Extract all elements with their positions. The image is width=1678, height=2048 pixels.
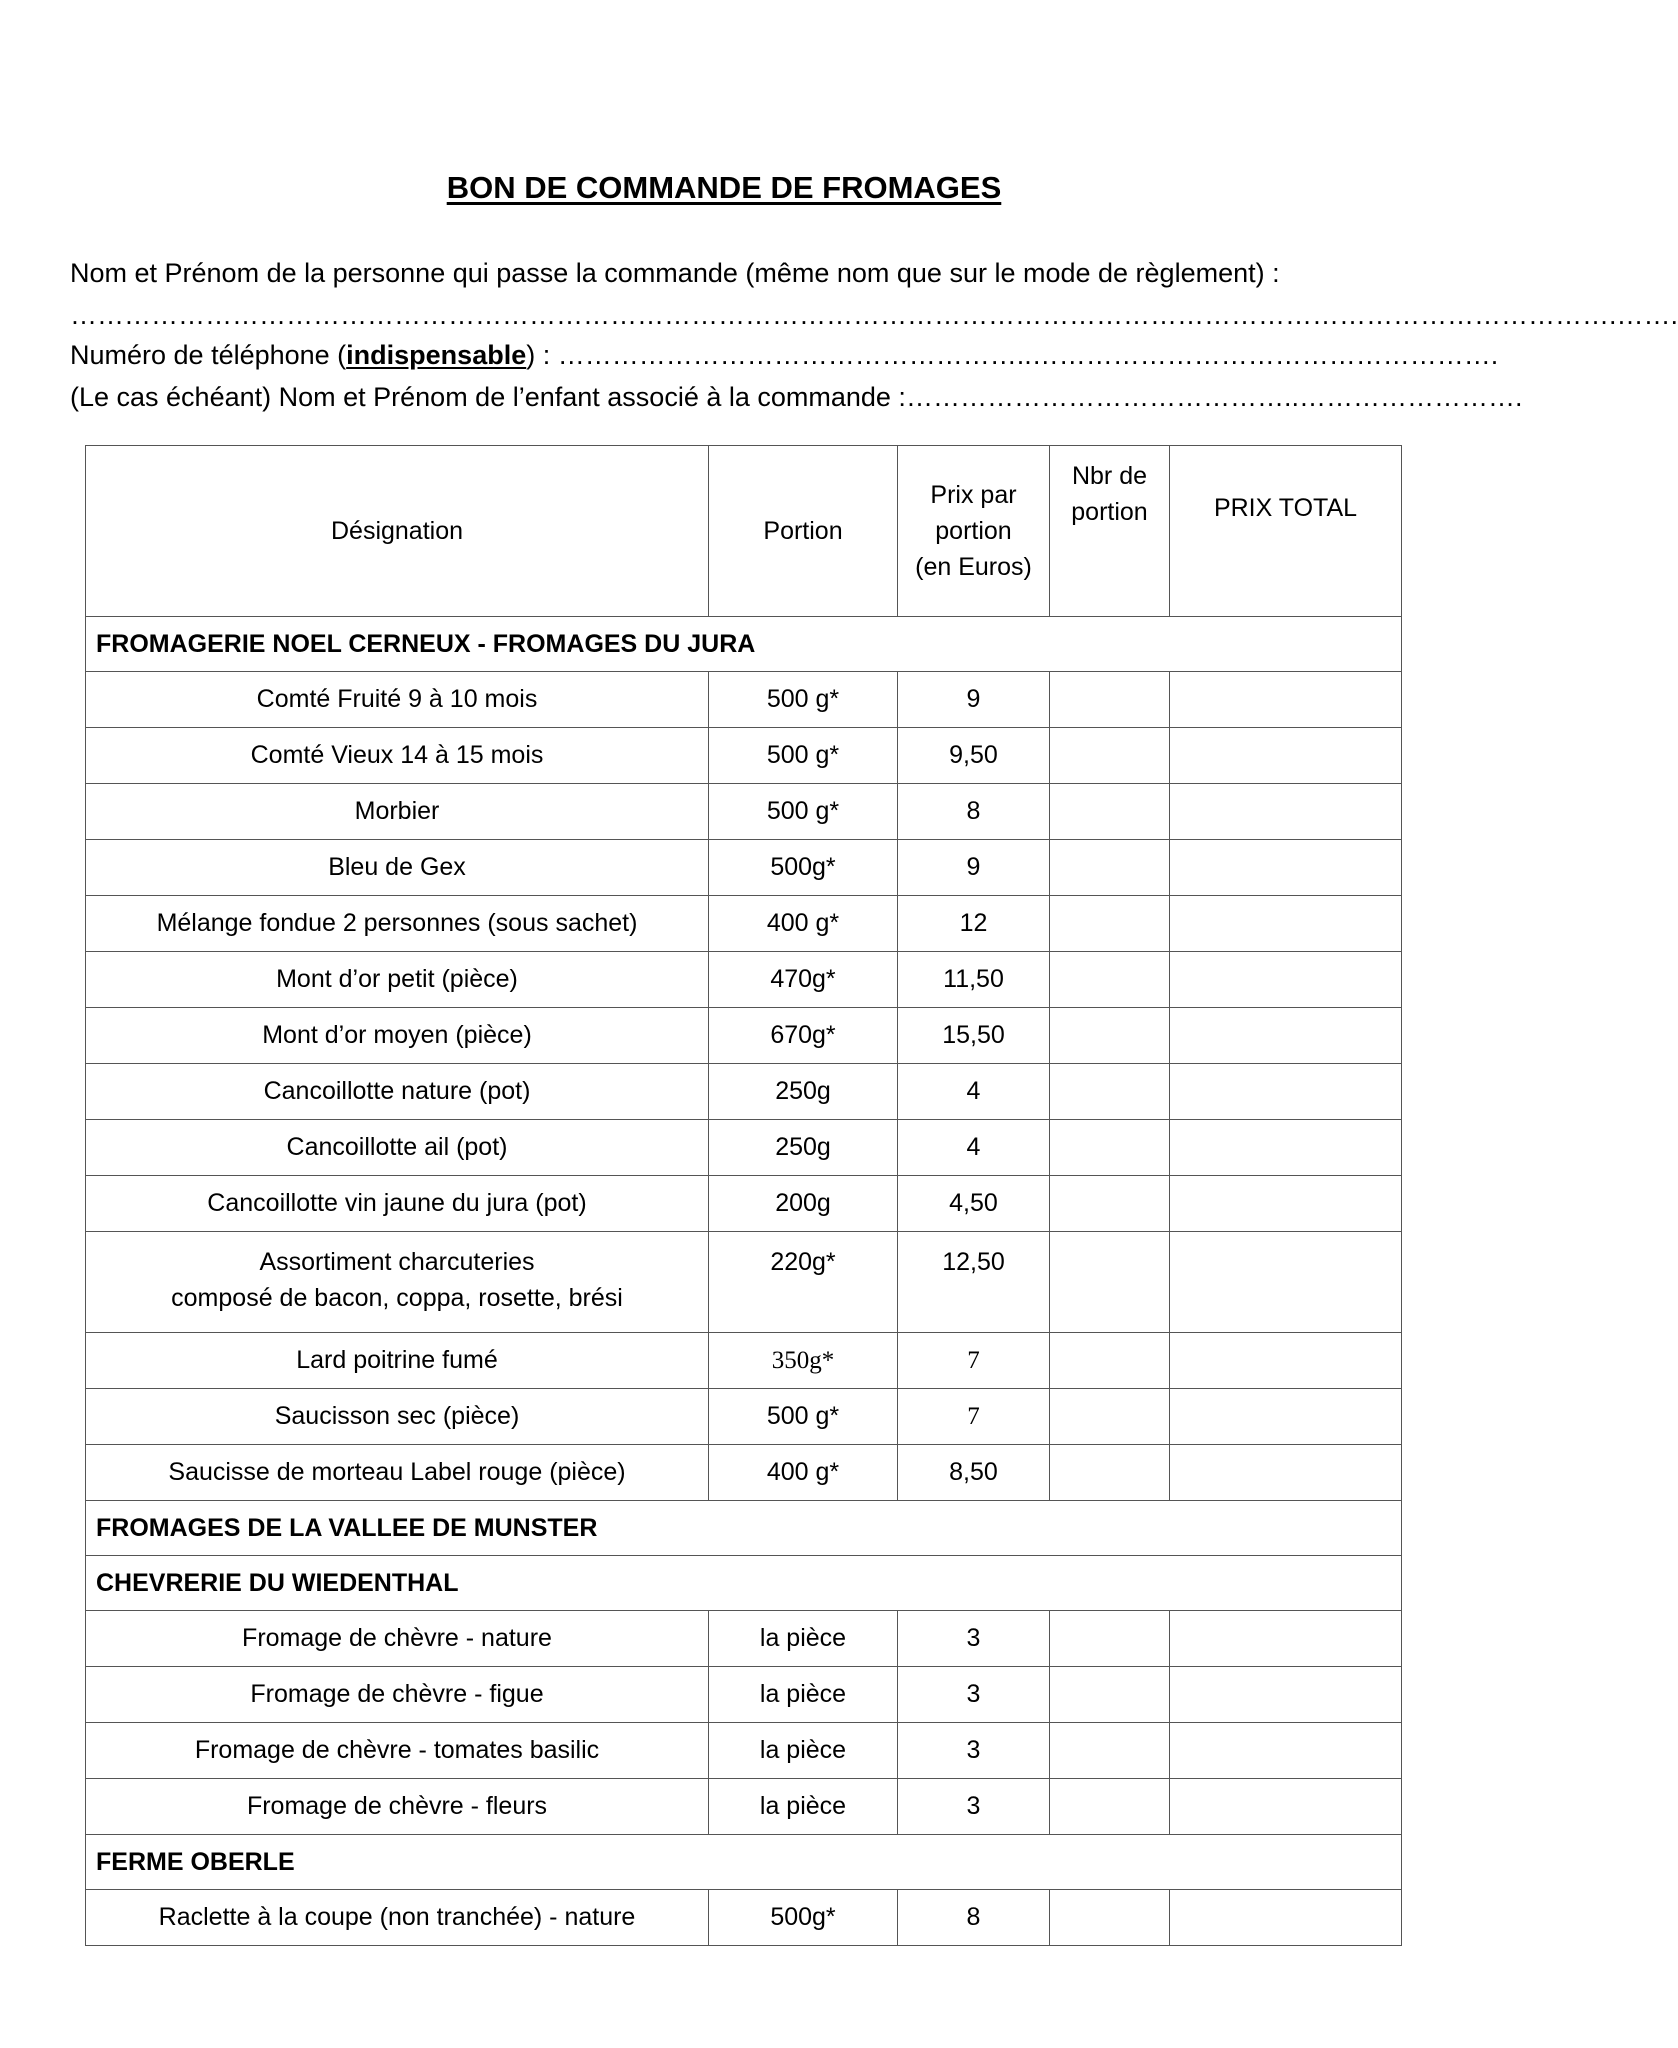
table-row xyxy=(86,1120,1402,1176)
child-name-label: (Le cas échéant) Nom et Prénom de l’enfant associé à la commande : xyxy=(70,382,906,412)
header-quantity-line2: portion xyxy=(1071,498,1148,526)
product-name xyxy=(86,672,709,728)
product-portion: 500g* xyxy=(709,840,898,896)
product-price: 12,50 xyxy=(898,1232,1050,1333)
product-price: 8,50 xyxy=(898,1445,1050,1501)
phone-label-end: ) : xyxy=(526,340,558,370)
product-portion: la pièce xyxy=(709,1611,898,1667)
product-portion: 670g* xyxy=(709,1008,898,1064)
phone-emphasis: indispensable xyxy=(346,340,527,370)
product-portion: 250g xyxy=(709,1120,898,1176)
table-row xyxy=(86,1779,1402,1835)
quantity-cell[interactable] xyxy=(1050,728,1170,784)
product-name-text: Mont d’or moyen (pièce) xyxy=(262,1021,532,1049)
child-name-field[interactable]: ……………………………………..……………………. xyxy=(905,382,1523,412)
product-portion: 200g xyxy=(709,1176,898,1232)
product-price: 3 xyxy=(898,1779,1050,1835)
total-cell[interactable] xyxy=(1170,1779,1402,1835)
product-name xyxy=(86,1176,709,1232)
product-price: 9 xyxy=(898,672,1050,728)
total-cell[interactable] xyxy=(1170,1389,1402,1445)
customer-name-field[interactable] xyxy=(70,300,1678,331)
product-name xyxy=(86,1389,709,1445)
product-name-text: Comté Fruité 9 à 10 mois xyxy=(256,685,538,713)
header-quantity xyxy=(1050,446,1170,617)
quantity-cell[interactable] xyxy=(1050,1008,1170,1064)
product-price: 4 xyxy=(898,1120,1050,1176)
total-cell[interactable] xyxy=(1170,952,1402,1008)
product-portion: 500g* xyxy=(709,1890,898,1946)
product-portion: 500 g* xyxy=(709,784,898,840)
header-price-line3: (en Euros) xyxy=(915,553,1032,581)
product-name xyxy=(86,784,709,840)
total-cell[interactable] xyxy=(1170,1176,1402,1232)
product-name xyxy=(86,1890,709,1946)
table-row xyxy=(86,672,1402,728)
product-portion: la pièce xyxy=(709,1779,898,1835)
total-cell[interactable] xyxy=(1170,1611,1402,1667)
product-portion: 220g* xyxy=(709,1232,898,1333)
product-portion: 250g xyxy=(709,1064,898,1120)
order-table xyxy=(85,445,1402,1946)
quantity-cell[interactable] xyxy=(1050,1667,1170,1723)
product-portion: 400 g* xyxy=(709,896,898,952)
table-row xyxy=(86,1445,1402,1501)
customer-name-dots: ……………………………………………………………………………………………………………………………………………………….……. xyxy=(70,300,1678,330)
product-name xyxy=(86,1008,709,1064)
quantity-cell[interactable] xyxy=(1050,1064,1170,1120)
table-row xyxy=(86,1723,1402,1779)
quantity-cell[interactable] xyxy=(1050,784,1170,840)
total-cell[interactable] xyxy=(1170,840,1402,896)
section-row xyxy=(86,1556,1402,1611)
section-title: FROMAGES DE LA VALLEE DE MUNSTER xyxy=(86,1501,1402,1556)
total-cell[interactable] xyxy=(1170,784,1402,840)
section-row xyxy=(86,1501,1402,1556)
product-name-text: Fromage de chèvre - fleurs xyxy=(246,1792,548,1820)
header-price xyxy=(898,446,1050,617)
product-name xyxy=(86,1064,709,1120)
phone-line xyxy=(70,340,1498,371)
product-portion: 470g* xyxy=(709,952,898,1008)
quantity-cell[interactable] xyxy=(1050,1445,1170,1501)
product-name-text: Cancoillotte ail (pot) xyxy=(286,1133,508,1161)
product-name xyxy=(86,1333,709,1389)
table-row xyxy=(86,840,1402,896)
product-price: 7 xyxy=(898,1389,1050,1445)
section-title: FROMAGERIE NOEL CERNEUX - FROMAGES DU JURA xyxy=(86,617,1402,672)
product-name-text: Cancoillotte nature (pot) xyxy=(263,1077,531,1105)
table-row xyxy=(86,1389,1402,1445)
table-row xyxy=(86,1176,1402,1232)
product-price: 4 xyxy=(898,1064,1050,1120)
quantity-cell[interactable] xyxy=(1050,1333,1170,1389)
section-title: CHEVRERIE DU WIEDENTHAL xyxy=(86,1556,1402,1611)
table-row xyxy=(86,784,1402,840)
product-name-text: Comté Vieux 14 à 15 mois xyxy=(250,741,544,769)
total-cell[interactable] xyxy=(1170,1064,1402,1120)
product-price: 15,50 xyxy=(898,1008,1050,1064)
product-price: 9,50 xyxy=(898,728,1050,784)
quantity-cell[interactable] xyxy=(1050,1779,1170,1835)
product-price: 8 xyxy=(898,784,1050,840)
product-price: 7 xyxy=(898,1333,1050,1389)
product-name-text: Bleu de Gex xyxy=(328,853,466,881)
product-name-text: Morbier xyxy=(354,797,440,825)
product-name xyxy=(86,1779,709,1835)
product-name xyxy=(86,952,709,1008)
product-name-text: Lard poitrine fumé xyxy=(296,1346,498,1374)
product-name-text: Fromage de chèvre - figue xyxy=(250,1680,544,1708)
product-name xyxy=(86,728,709,784)
product-price: 9 xyxy=(898,840,1050,896)
product-name-text: Fromage de chèvre - tomates basilic xyxy=(194,1736,600,1764)
quantity-cell[interactable] xyxy=(1050,1176,1170,1232)
product-name xyxy=(86,1611,709,1667)
quantity-cell[interactable] xyxy=(1050,672,1170,728)
phone-label: Numéro de téléphone ( xyxy=(70,340,347,370)
child-name-line xyxy=(70,382,1522,413)
table-row xyxy=(86,1890,1402,1946)
table-row xyxy=(86,896,1402,952)
total-cell[interactable] xyxy=(1170,728,1402,784)
product-name xyxy=(86,1232,709,1333)
product-name xyxy=(86,1445,709,1501)
table-row xyxy=(86,1008,1402,1064)
header-total: PRIX TOTAL xyxy=(1170,446,1402,617)
product-name-text: Mont d’or petit (pièce) xyxy=(276,965,518,993)
product-price: 12 xyxy=(898,896,1050,952)
total-cell[interactable] xyxy=(1170,1890,1402,1946)
product-price: 3 xyxy=(898,1611,1050,1667)
total-cell[interactable] xyxy=(1170,1120,1402,1176)
section-row xyxy=(86,1835,1402,1890)
page-title: BON DE COMMANDE DE FROMAGES xyxy=(446,170,1002,205)
table-row xyxy=(86,1064,1402,1120)
total-cell[interactable] xyxy=(1170,1723,1402,1779)
product-name-text: Raclette à la coupe (non tranchée) - nature xyxy=(158,1903,636,1931)
header-price-line1: Prix par xyxy=(930,481,1017,509)
product-name-text: Fromage de chèvre - nature xyxy=(242,1624,552,1652)
table-row xyxy=(86,952,1402,1008)
product-portion: la pièce xyxy=(709,1723,898,1779)
product-name xyxy=(86,1723,709,1779)
quantity-cell[interactable] xyxy=(1050,1723,1170,1779)
product-portion: 500 g* xyxy=(709,728,898,784)
quantity-cell[interactable] xyxy=(1050,1611,1170,1667)
section-title: FERME OBERLE xyxy=(86,1835,1402,1890)
section-row xyxy=(86,617,1402,672)
customer-name-line xyxy=(70,258,1280,289)
product-price: 8 xyxy=(898,1890,1050,1946)
total-cell[interactable] xyxy=(1170,672,1402,728)
header-portion: Portion xyxy=(709,446,898,617)
product-portion: 350g* xyxy=(709,1333,898,1389)
table-row xyxy=(86,1232,1402,1333)
product-name xyxy=(86,896,709,952)
product-name-text: Assortiment charcuteries xyxy=(259,1248,535,1276)
product-price: 11,50 xyxy=(898,952,1050,1008)
total-cell[interactable] xyxy=(1170,1232,1402,1333)
quantity-cell[interactable] xyxy=(1050,1120,1170,1176)
total-cell[interactable] xyxy=(1170,896,1402,952)
quantity-cell[interactable] xyxy=(1050,896,1170,952)
product-portion: 500 g* xyxy=(709,1389,898,1445)
product-name xyxy=(86,1667,709,1723)
table-row xyxy=(86,1333,1402,1389)
phone-field[interactable]: ……………………………………………..……………………………………………. xyxy=(557,340,1499,370)
quantity-cell[interactable] xyxy=(1050,1389,1170,1445)
table-header-row xyxy=(86,446,1402,617)
product-name-text: Saucisson sec (pièce) xyxy=(274,1402,520,1430)
total-cell[interactable] xyxy=(1170,1667,1402,1723)
table-row xyxy=(86,728,1402,784)
product-name-text: Mélange fondue 2 personnes (sous sachet) xyxy=(156,909,638,937)
customer-name-label: Nom et Prénom de la personne qui passe la commande (même nom que sur le mode de règlement) : xyxy=(70,258,1280,288)
total-cell[interactable] xyxy=(1170,1333,1402,1389)
table-row xyxy=(86,1667,1402,1723)
product-name-detail: composé de bacon, coppa, rosette, brési xyxy=(171,1284,623,1312)
product-name xyxy=(86,1120,709,1176)
total-cell[interactable] xyxy=(1170,1445,1402,1501)
quantity-cell[interactable] xyxy=(1050,1232,1170,1333)
total-cell[interactable] xyxy=(1170,1008,1402,1064)
product-name-text: Saucisse de morteau Label rouge (pièce) xyxy=(168,1458,626,1486)
product-portion: 500 g* xyxy=(709,672,898,728)
header-quantity-line1: Nbr de xyxy=(1071,462,1148,490)
product-portion: la pièce xyxy=(709,1667,898,1723)
header-price-line2: portion xyxy=(935,517,1012,545)
product-price: 3 xyxy=(898,1667,1050,1723)
quantity-cell[interactable] xyxy=(1050,1890,1170,1946)
table-row xyxy=(86,1611,1402,1667)
product-portion: 400 g* xyxy=(709,1445,898,1501)
quantity-cell[interactable] xyxy=(1050,952,1170,1008)
header-designation: Désignation xyxy=(86,446,709,617)
product-name-text: Cancoillotte vin jaune du jura (pot) xyxy=(207,1189,587,1217)
product-name xyxy=(86,840,709,896)
quantity-cell[interactable] xyxy=(1050,840,1170,896)
product-price: 4,50 xyxy=(898,1176,1050,1232)
product-price: 3 xyxy=(898,1723,1050,1779)
